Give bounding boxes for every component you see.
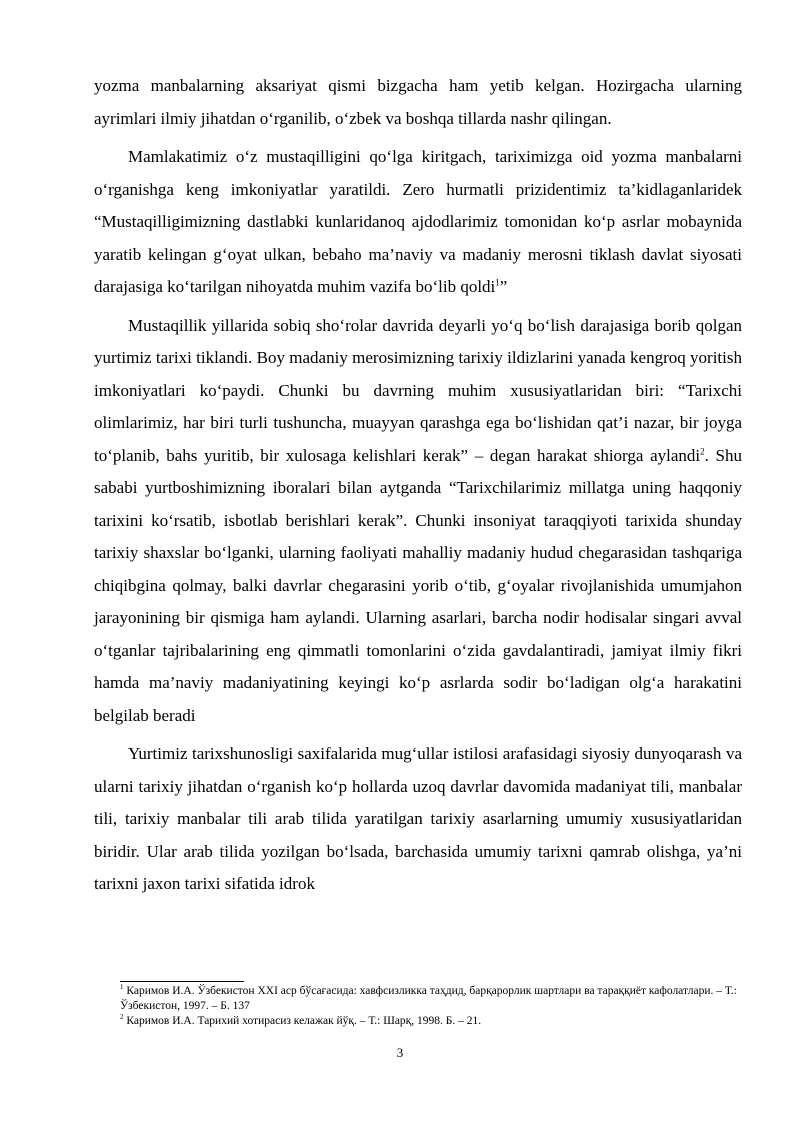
footnote-separator: [120, 981, 244, 982]
paragraph-2-text: Mamlakatimiz o‘z mustaqilligini qo‘lga kiritgach, tariximizga oid yozma manbalarni o‘rganishga keng imkoniyatlar yaratildi. Zero hurmatli prizidentimiz ta’kidlaganlaridek “Mustaqilligimizning dastlabki kunlaridanoq ajdodlarimiz tomonidan ko‘p asrlar mobaynida yaratib kelingan g‘oyat ulkan, bebaho ma’naviy va madaniy merosni tiklash davlat siyosati darajasiga ko‘tarilgan nihoyatda muhim vazifa bo‘lib qoldi: [94, 147, 742, 296]
document-body: [94, 70, 742, 901]
footnote-1: [120, 984, 742, 1014]
paragraph-4: Yurtimiz tarixshunosligi saxifalarida mug‘ullar istilosi arafasidagi siyosiy dunyoqarash va ularni tarixiy jihatdan o‘rganish ko‘p hollarda uzoq davrlar davomida madaniyat tili, manbalar tili, tarixiy manbalar tili arab tilida yaratilgan tarixiy asarlarning umumiy xususiyatlaridan biridir. Ular arab tilida yozilgan bo‘lsada, barchasida umumiy tarixni qamrab olishga, ya’ni tarixni jaxon tarixi sifatida idrok: [94, 744, 742, 893]
paragraph-2: [94, 141, 742, 304]
footnote-ref-1[interactable]: 1: [495, 277, 500, 288]
footnotes: [120, 984, 742, 1029]
footnote-2: [120, 1014, 742, 1029]
paragraph-1: yozma manbalarning aksariyat qismi bizgacha ham yetib kelgan. Hozirgacha ularning ayrimlari ilmiy jihatdan o‘rganilib, o‘zbek va boshqa tillarda nashr qilingan.: [94, 76, 742, 128]
footnote-ref-2[interactable]: 2: [700, 445, 705, 456]
paragraph-2-end: ”: [499, 277, 508, 296]
page-number: 3: [396, 1045, 404, 1060]
paragraph-3-text: Mustaqillik yillarida sobiq sho‘rolar davrida deyarli yo‘q bo‘lish darajasiga borib qolgan yurtimiz tarixi tiklandi. Boy madaniy merosimizning tarixiy ildizlarini yanada kengroq yoritish imkoniyatlari ko‘paydi. Chunki bu davrning muhim xususiyatlaridan biri: “Tarixchi olimlarimiz, har biri turli tushuncha, muayyan qarashga ega bo‘lishidan qat’i nazar, bir joyga to‘planib, bahs yuritib, bir xulosaga kelishlari kerak” – degan harakat shiorga aylandi: [94, 315, 742, 465]
footnote-1-number: 1: [120, 983, 124, 992]
footnote-2-number: 2: [120, 1013, 124, 1022]
footnote-1-text: Каримов И.А. Ўзбекистон XXI аср бўсағасида: хавфсизликка таҳдид, барқарорлик шартлари ва тараққиёт кафолатлари. – Т.: Ўзбекистон, 1997. – Б. 137: [120, 985, 737, 1012]
paragraph-3: [94, 310, 742, 733]
footnote-2-text: Каримов И.А. Тарихий хотирасиз келажак йўқ. – Т.: Шарқ, 1998. Б. – 21.: [126, 1015, 482, 1027]
paragraph-3-continuation: . Shu sababi yurtboshimizning iboralari bilan aytganda “Tarixchilarimiz millatga uning haqqoniy tarixini ko‘rsatib, isbotlab berishlari kerak”. Chunki insoniyat taraqqiyoti tarixida shunday tarixiy shaxslar bo‘lganki, ularning faoliyati mahalliy madaniy hudud chegarasidan tashqariga chiqibgina qolmay, balki davrlar chegarasini yorib o‘tib, g‘oyalar rivojlanishida umumjahon jarayonining bir qismiga ham aylandi. Ularning asarlari, barcha nodir hodisalar singari avval o‘tganlar tajribalarining eng qimmatli tomonlarini o‘zida gavdalantiradi, jamiyat ilmiy fikri hamda ma’naviy madaniyatining keyingi ko‘p asrlarda sodir bo‘ladigan olg‘a harakatini belgilab beradi: [94, 445, 742, 725]
